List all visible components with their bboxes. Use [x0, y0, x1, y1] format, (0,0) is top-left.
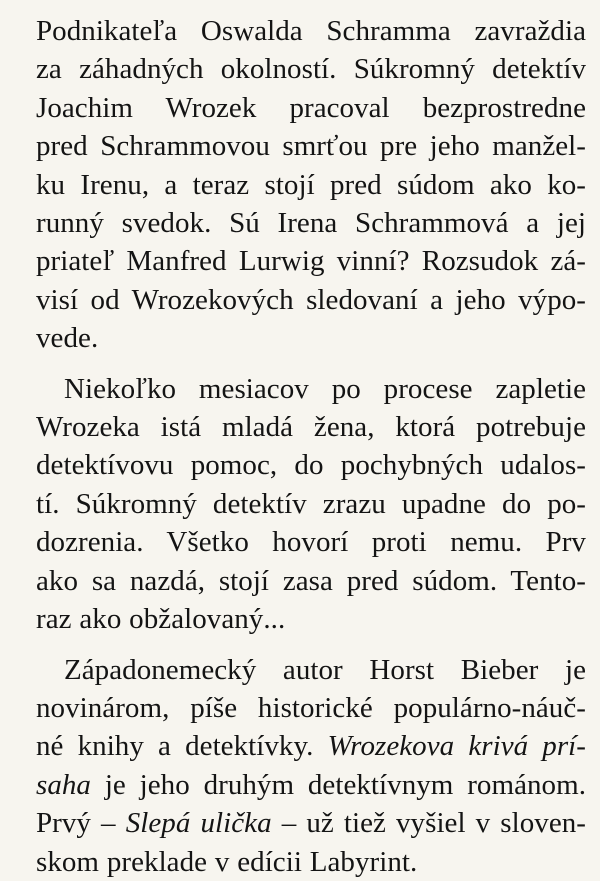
- text-line: ako sa nazdá, stojí zasa pred súdom. Tento-: [36, 564, 586, 597]
- text-line: Západonemecký autor Horst Bieber je: [64, 653, 586, 686]
- text-line: Wrozeka istá mladá žena, ktorá potrebuje: [36, 411, 586, 444]
- book-title-italic: Slepá ulička: [125, 807, 272, 840]
- text-segment: Prvý –: [36, 807, 116, 840]
- text-line: Niekoľko mesiacov po procese zapletie: [64, 372, 586, 405]
- text-segment: – už tiež vyšiel v sloven-: [281, 807, 586, 840]
- text-line: Podnikateľa Oswalda Schramma zavraždia: [36, 15, 586, 47]
- text-line: ku Irenu, a teraz stojí pred súdom ako ko-: [36, 168, 586, 201]
- text-segment: né knihy a detektívky.: [36, 730, 314, 763]
- text-line: Joachim Wrozek pracoval bezprostredne: [36, 91, 586, 124]
- text-line: skom preklade v edícii Labyrint.: [36, 845, 418, 878]
- text-line: detektívovu pomoc, do pochybných udalos-: [36, 449, 586, 482]
- text-line: [36, 727, 586, 765]
- paragraph-author: [36, 651, 586, 881]
- text-line: tí. Súkromný detektív zrazu upadne do po-: [36, 487, 586, 520]
- paragraph-plot-1: [36, 12, 586, 358]
- book-title-italic: saha: [36, 768, 91, 801]
- paragraph-plot-2: [36, 370, 586, 639]
- book-title-italic: Wrozekova krivá prí-: [327, 730, 586, 763]
- text-line: za záhadných okolností. Súkromný detektív: [36, 53, 586, 86]
- text-line: visí od Wrozekových sledovaní a jeho výpo-: [36, 283, 586, 316]
- text-line: pred Schrammovou smrťou pre jeho manžel-: [36, 130, 586, 163]
- text-line: novinárom, píše historické populárno-náuč-: [36, 691, 586, 724]
- text-line: raz ako obžalovaný...: [36, 603, 286, 636]
- text-line: dozrenia. Všetko hovorí proti nemu. Prv: [36, 526, 586, 559]
- text-line: priateľ Manfred Lurwig vinní? Rozsudok zá-: [36, 245, 586, 278]
- text-line: vede.: [36, 322, 99, 355]
- text-segment: je jeho druhým detektívnym románom.: [104, 768, 586, 801]
- text-line: runný svedok. Sú Irena Schrammová a jej: [36, 207, 586, 240]
- text-line: [36, 804, 586, 842]
